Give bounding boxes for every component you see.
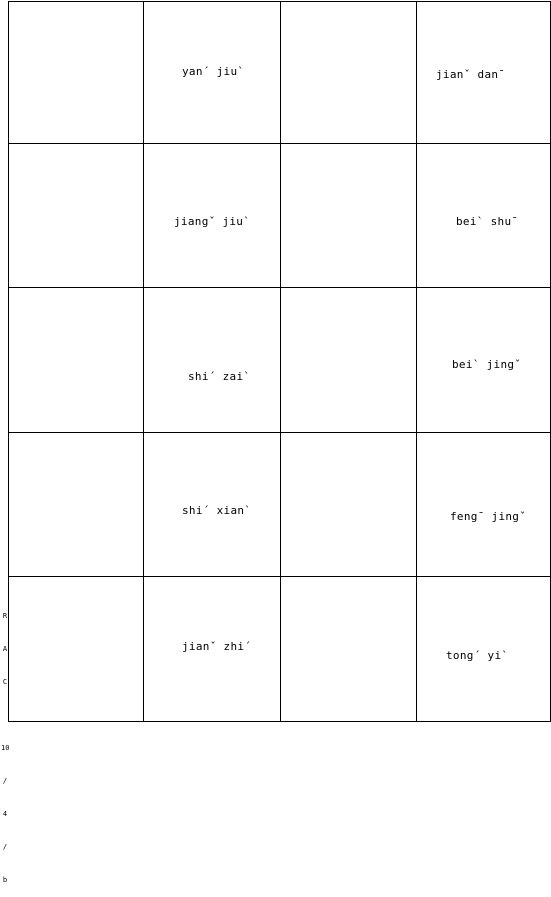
side-code-char: R	[2, 612, 8, 620]
grid-line-top	[8, 1, 550, 2]
side-code-char: /	[2, 843, 8, 851]
grid-line-col-2	[280, 1, 281, 722]
grid-line-row-3	[8, 432, 550, 433]
side-code-char: C	[2, 678, 8, 686]
grid-line-row-4	[8, 576, 550, 577]
grid-line-col-3	[416, 1, 417, 722]
card-pinyin-r2-c2: jiangˇ jiu`	[174, 215, 251, 228]
side-code-char	[1, 710, 9, 721]
side-code-char: /	[2, 777, 8, 785]
card-pinyin-r4-c4: feng¯ jingˇ	[450, 510, 527, 523]
grid-line-row-2	[8, 287, 550, 288]
side-code-char: b	[2, 876, 8, 884]
card-pinyin-r1-c4: jianˇ dan¯	[436, 68, 506, 81]
side-code-char: A	[2, 645, 8, 653]
card-pinyin-r5-c2: jianˇ zhi´	[182, 640, 252, 653]
side-reference-code	[1, 589, 9, 897]
card-pinyin-r2-c4: bei` shu¯	[456, 215, 519, 228]
card-pinyin-r4-c2: shi´ xian`	[182, 504, 252, 517]
side-code-char: 4	[2, 810, 8, 818]
card-pinyin-r5-c4: tong´ yi`	[446, 649, 509, 662]
grid-line-bottom	[8, 721, 550, 722]
grid-line-col-1	[143, 1, 144, 722]
card-pinyin-r1-c2: yan´ jiu`	[182, 65, 245, 78]
card-pinyin-r3-c2: shi´ zai`	[188, 370, 251, 383]
grid-line-row-1	[8, 143, 550, 144]
card-pinyin-r3-c4: bei` jingˇ	[452, 358, 522, 371]
side-code-char: 10	[1, 744, 10, 752]
